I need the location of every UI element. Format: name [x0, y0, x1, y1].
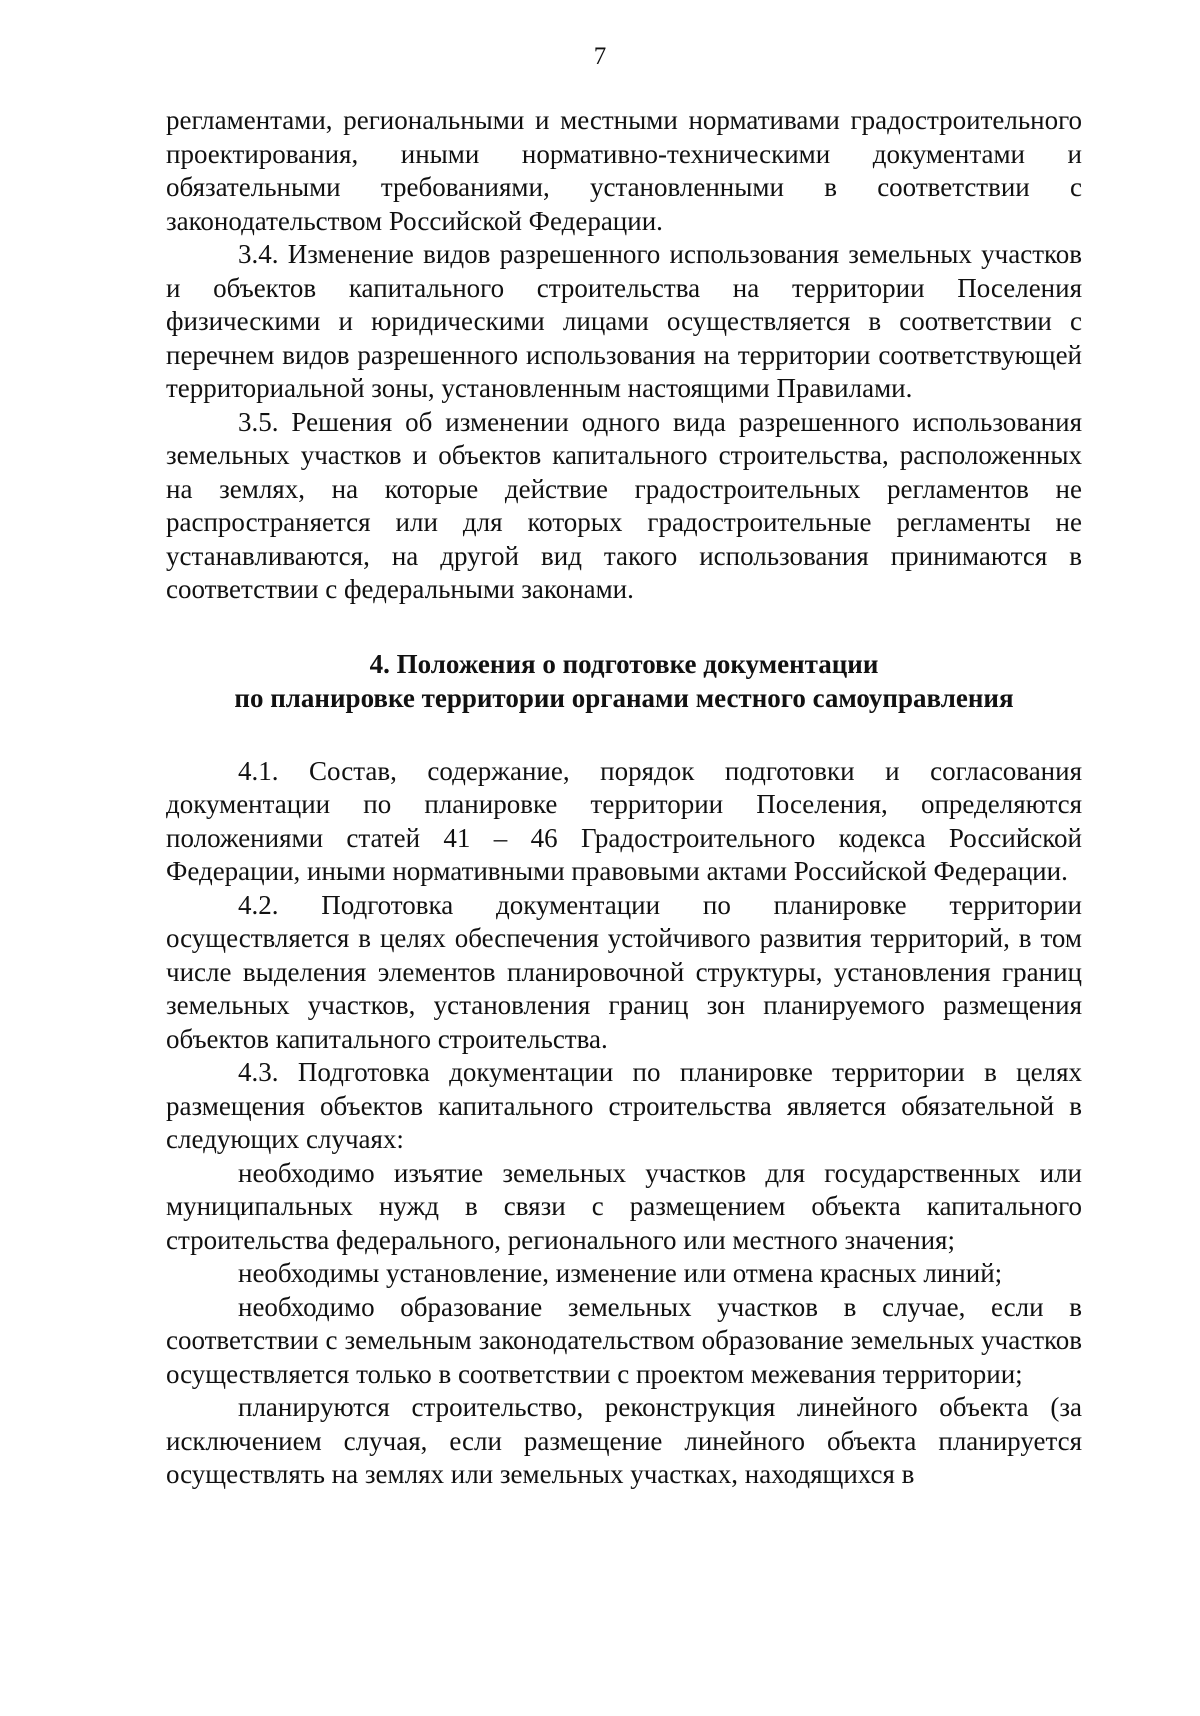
- paragraph-continuation: регламентами, региональными и местными нормативами градостроительного проектирования, иными нормативно-техническими документами и обязательными требованиями, установленными в соответствии с законодательством Российской Федерации.: [166, 105, 1082, 236]
- document-body: [166, 104, 1082, 1492]
- paragraph-4-1: 4.1. Состав, содержание, порядок подготовки и согласования документации по планировке территории Поселения, определяются положениями статей 41 – 46 Градостроительного кодекса Российской Федерации, иными нормативными правовыми актами Российской Федерации.: [166, 755, 1082, 886]
- section-heading-line-1: 4. Положения о подготовке документации: [369, 648, 879, 679]
- page-number: 7: [593, 43, 607, 70]
- paragraph-3-4: 3.4. Изменение видов разрешенного использования земельных участков и объектов капитального строительства на территории Поселения физическими и юридическими лицами осуществляется в соответствии с перечнем видов разрешенного использования на территории соответствующей территориальной зоны, установленным настоящими Правилами.: [166, 239, 1082, 403]
- section-heading-line-2: по планировке территории органами местного самоуправления: [234, 682, 1014, 713]
- list-item-linear-object: планируются строительство, реконструкция линейного объекта (за исключением случая, если размещение линейного объекта планируется осуществлять на землях или земельных участках, находящихся в: [166, 1392, 1082, 1489]
- list-item-red-lines: необходимы установление, изменение или отмена красных линий;: [238, 1258, 1003, 1288]
- paragraph-4-3: 4.3. Подготовка документации по планировке территории в целях размещения объектов капитального строительства является обязательной в следующих случаях:: [166, 1057, 1082, 1154]
- list-item-land-formation: необходимо образование земельных участков в случае, если в соответствии с земельным законодательством образование земельных участков осуществляется только в соответствии с проектом межевания территории;: [166, 1291, 1082, 1389]
- paragraph-3-5: 3.5. Решения об изменении одного вида разрешенного использования земельных участков и объектов капитального строительства, расположенных на землях, на которые действие градостроительных регламентов не распространяется или для которых градостроительные регламенты не устанавливаются, на другой вид такого использования принимаются в соответствии с федеральными законами.: [166, 406, 1082, 604]
- section-heading: [166, 647, 1082, 715]
- list-item-land-seizure: необходимо изъятие земельных участков для государственных или муниципальных нужд в связи с размещением объекта капитального строительства федерального, регионального или местного значения;: [166, 1157, 1082, 1255]
- paragraph-4-2: 4.2. Подготовка документации по планировке территории осуществляется в целях обеспечения устойчивого развития территорий, в том числе выделения элементов планировочной структуры, установления границ земельных участков, установления границ зон планируемого размещения объектов капитального строительства.: [166, 889, 1082, 1054]
